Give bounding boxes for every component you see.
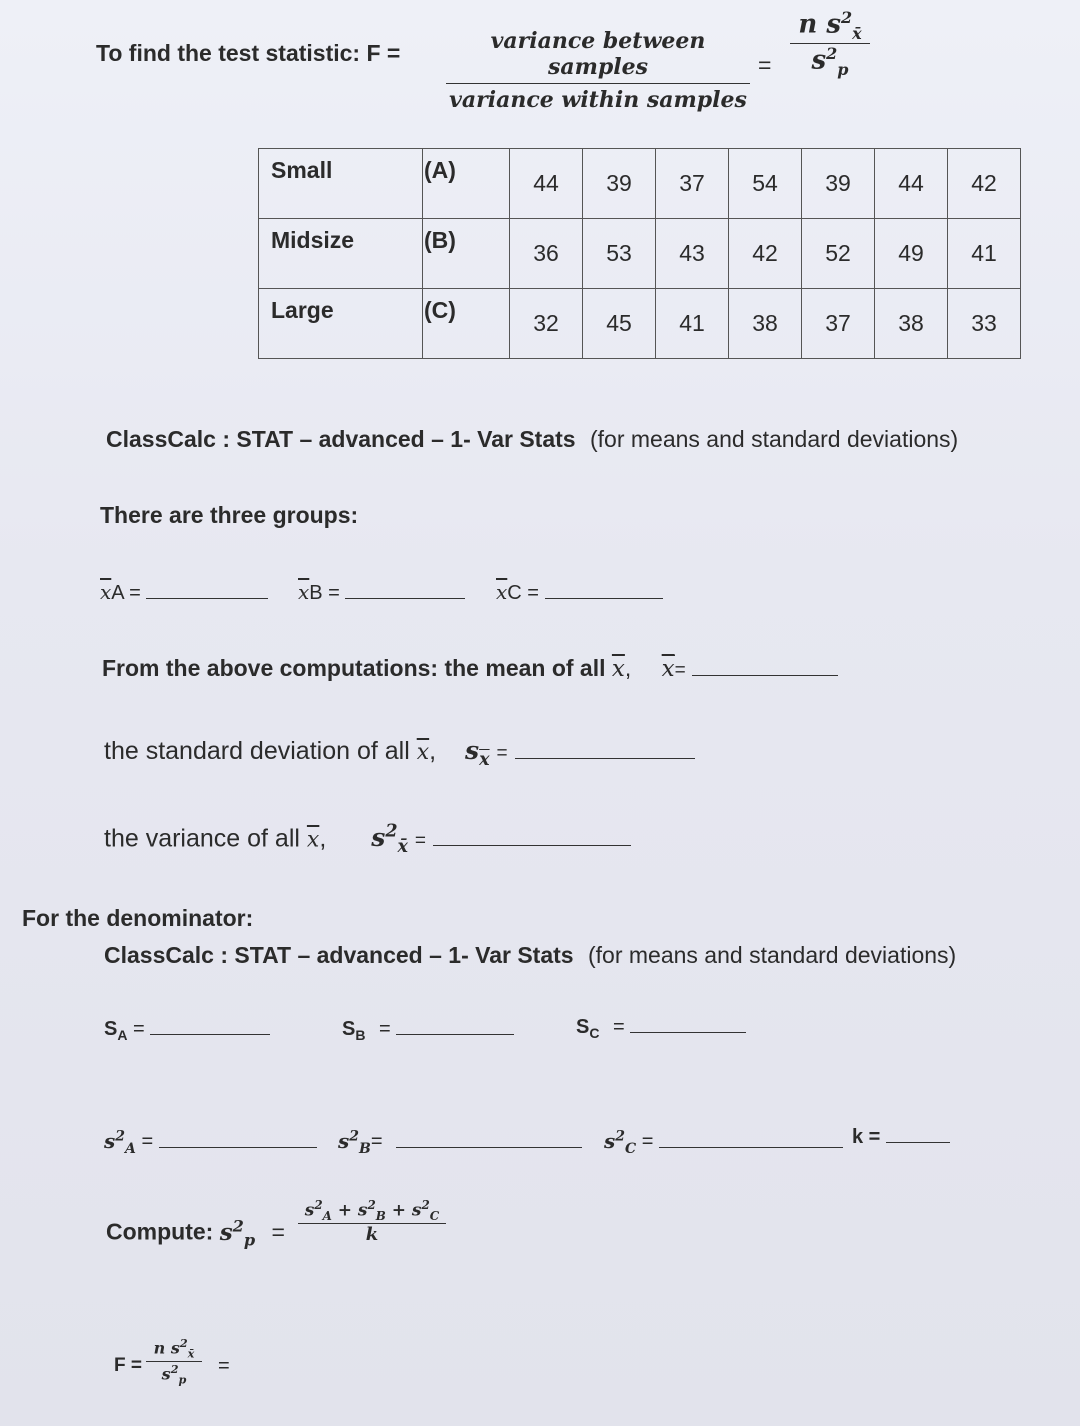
compute-eq: =: [271, 1218, 285, 1245]
table-cell: 38: [875, 289, 948, 359]
mean-c-label: C =: [507, 582, 539, 604]
mean-c-line: [496, 580, 663, 605]
final-f-fraction: [146, 1336, 202, 1386]
sd-a-eq: =: [133, 1018, 145, 1040]
pooled-variance-fraction: [298, 1198, 446, 1245]
row-label: Large: [259, 289, 423, 359]
k-blank[interactable]: [886, 1128, 950, 1143]
mean-of-all-text: From the above computations: the mean of all: [102, 655, 606, 681]
table-cell: 45: [583, 289, 656, 359]
xbar-symbol: $\overline{x}$: [416, 740, 430, 765]
mean-b-blank[interactable]: [345, 584, 465, 599]
xbar-symbol: $\overline{x}$: [611, 656, 625, 682]
sd-a-line: [104, 1018, 270, 1043]
table-cell: 49: [875, 219, 948, 289]
table-cell: 33: [948, 289, 1021, 359]
sd-c-label: S: [576, 1016, 590, 1038]
xbar-symbol: $\overline{x}$: [306, 827, 320, 853]
n-sx2-over-sp2: [790, 8, 870, 79]
sa2-symbol: $s^2_A$: [104, 1128, 136, 1157]
sp2-symbol: $s^2_p$: [219, 1216, 256, 1250]
numerator-text: variance between samples: [490, 28, 706, 80]
table-cell: 44: [875, 149, 948, 219]
formula-intro: To find the test statistic: F =: [96, 40, 401, 66]
classcalc-note: (for means and standard deviations): [587, 942, 957, 968]
table-cell: 36: [510, 219, 583, 289]
table-row: [259, 219, 1021, 289]
var-a-blank[interactable]: [159, 1133, 317, 1148]
table-row: [259, 289, 1021, 359]
classcalc-prefix: ClassCalc : STAT: [104, 942, 292, 968]
table-cell: 42: [948, 149, 1021, 219]
xbar-symbol: $\overline{x}$: [496, 580, 508, 604]
final-f-label: F =: [114, 1355, 142, 1376]
row-group: (B): [423, 219, 510, 289]
table-cell: 38: [729, 289, 802, 359]
mean-b-label: B =: [309, 582, 340, 604]
table-cell: 32: [510, 289, 583, 359]
table-cell: 37: [656, 149, 729, 219]
mean-of-all-line: From the above computations: the mean of all $\overline{x}$, $\overline{x}=$: [102, 655, 838, 682]
grand-mean-symbol: $\overline{x}$: [661, 656, 675, 682]
sd-eq: =: [496, 743, 508, 764]
var-c-line: $s^2_C$ =: [604, 1128, 843, 1157]
table-cell: 53: [583, 219, 656, 289]
var-b-blank[interactable]: [396, 1133, 582, 1148]
sp2-symbol: $s^2_p$: [811, 43, 849, 79]
sd-a-sub: A: [117, 1027, 128, 1043]
sd-c-blank[interactable]: [630, 1018, 746, 1033]
sd-b-eq: =: [379, 1018, 391, 1040]
table-cell: 43: [656, 219, 729, 289]
sd-blank[interactable]: [515, 744, 695, 759]
denominator-text: variance within samples: [449, 87, 747, 113]
sd-c-sub: C: [589, 1025, 600, 1041]
compute-text: Compute:: [106, 1218, 214, 1245]
row-label: Small: [259, 149, 423, 219]
sd-a-label: S: [104, 1018, 118, 1040]
mean-a-blank[interactable]: [146, 584, 268, 599]
classcalc-instruction-2: [104, 942, 956, 969]
table-cell: 39: [802, 149, 875, 219]
sd-a-blank[interactable]: [150, 1020, 270, 1035]
denominator-title: For the denominator:: [22, 905, 254, 931]
sd-b-line: [342, 1018, 514, 1043]
mean-b-line: [298, 580, 465, 605]
fraction-line: [446, 83, 750, 84]
table-cell: 42: [729, 219, 802, 289]
groups-text: There are three groups:: [100, 502, 359, 528]
classcalc-path: – advanced – 1- Var Stats: [297, 942, 574, 968]
var-of-all-text: the variance of all: [104, 824, 300, 853]
k-line: [852, 1126, 950, 1149]
table-cell: 39: [583, 149, 656, 219]
sd-of-all-text: the standard deviation of all: [104, 737, 410, 765]
var-blank[interactable]: [433, 831, 631, 846]
sd-b-label: S: [342, 1018, 356, 1040]
n-sx2-symbol: n $s^2_{x̄}$: [798, 8, 862, 43]
sc2-symbol: $s^2_C$: [604, 1128, 637, 1157]
table-cell: 41: [656, 289, 729, 359]
table-cell: 41: [948, 219, 1021, 289]
table-cell: 54: [729, 149, 802, 219]
grand-mean-eq: =: [674, 660, 686, 681]
row-group: (C): [423, 289, 510, 359]
var-of-all-line: the variance of all $\overline{x}$, $s^2_{x̄}$ =: [104, 822, 631, 857]
row-group: (A): [423, 149, 510, 219]
sp2-symbol: $s^2_p$: [161, 1361, 187, 1387]
table-cell: 44: [510, 149, 583, 219]
sd-b-sub: B: [355, 1027, 366, 1043]
classcalc-instruction-1: [106, 426, 958, 453]
table-row: [259, 149, 1021, 219]
compute-label: [106, 1216, 285, 1249]
sd-of-all-line: the standard deviation of all $\overline{x}$, $s_{\overline{x}}$ =: [104, 736, 695, 770]
table-cell: 52: [802, 219, 875, 289]
final-f-eq: =: [218, 1355, 230, 1377]
sx-symbol: $s_{\overline{x}}$: [465, 736, 490, 770]
f-ratio-fraction: [446, 28, 750, 113]
sb2-symbol: $s^2_B$: [338, 1128, 371, 1157]
var-eq: =: [414, 830, 426, 852]
equals-sign: =: [758, 52, 772, 78]
classcalc-prefix: ClassCalc : STAT: [106, 426, 294, 452]
sd-c-eq: =: [613, 1016, 625, 1038]
var-a-line: $s^2_A$ =: [104, 1128, 317, 1157]
data-table: [258, 148, 1021, 359]
table-cell: 37: [802, 289, 875, 359]
var-c-blank[interactable]: [659, 1133, 843, 1148]
sum-of-variances: $s^2_A + s^2_B + s^2_C$: [304, 1198, 440, 1224]
row-label: Midsize: [259, 219, 423, 289]
k-denominator: k: [365, 1224, 379, 1246]
classcalc-note: (for means and standard deviations): [589, 426, 959, 452]
mean-c-blank[interactable]: [545, 584, 663, 599]
mean-a-label: A =: [111, 582, 141, 604]
grand-mean-blank[interactable]: [692, 661, 838, 676]
mean-a-line: [100, 580, 268, 605]
var-b-line: $s^2_B=$: [338, 1128, 582, 1157]
k-label: k =: [852, 1126, 881, 1148]
n-sx2-symbol: n $s^2_{x̄}$: [153, 1336, 195, 1361]
sx2-symbol: $s^2_{x̄}$: [371, 822, 408, 858]
sd-c-line: [576, 1016, 746, 1041]
xbar-symbol: $\overline{x}$: [298, 580, 310, 604]
sd-b-blank[interactable]: [396, 1020, 514, 1035]
xbar-symbol: $\overline{x}$: [100, 580, 112, 604]
classcalc-path: – advanced – 1- Var Stats: [299, 426, 576, 452]
